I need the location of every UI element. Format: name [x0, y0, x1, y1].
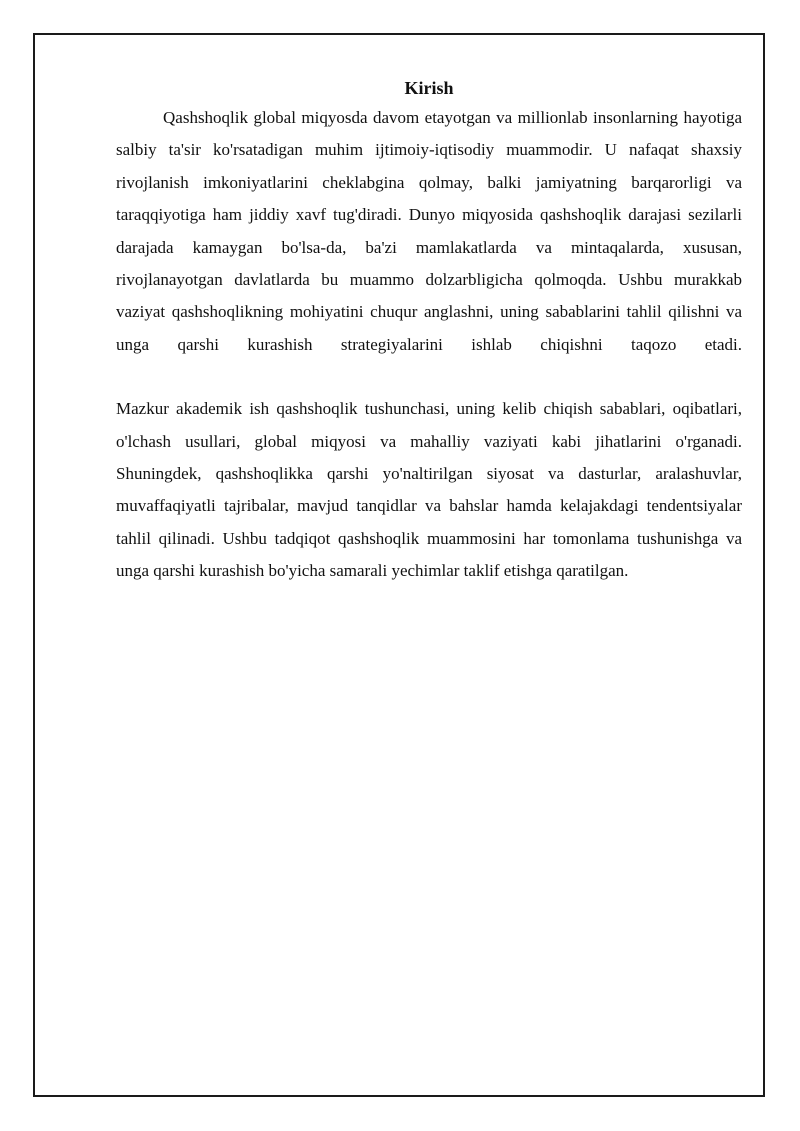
- document-body: [116, 74, 742, 588]
- document-title: Kirish: [404, 78, 454, 98]
- paragraph-scope: Mazkur akademik ish qashshoqlik tushunchasi, uning kelib chiqish sabablari, oqibatlari, o'lchash usullari, global miqyosi va mahalliy vaziyati kabi jihatlarini o'rganadi. Shuningdek, qashshoqlikka qarshi yo'naltirilgan siyosat va dasturlar, aralashuvlar, muvaffaqiyatli tajribalar, mavjud tanqidlar va bahslar hamda kelajakdagi tendentsiyalar tahlil qilinadi. Ushbu tadqiqot qashshoqlik muammosini har tomonlama tushunishga va unga qarshi kurashish bo'yicha samarali yechimlar taklif etishga qaratilgan.: [116, 399, 742, 581]
- paragraph-intro: Qashshoqlik global miqyosda davom etayotgan va millionlab insonlarning hayotiga salbiy ta'sir ko'rsatadigan muhim ijtimoiy-iqtisodiy muammodir. U nafaqat shaxsiy rivojlanish imkoniyatlarini cheklabgina qolmay, balki jamiyatning barqarorligi va taraqqiyotiga ham jiddiy xavf tug'diradi. Dunyo miqyosida qashshoqlik darajasi sezilarli darajada kamaygan bo'lsa-da, ba'zi mamlakatlarda va mintaqalarda, xususan, rivojlanayotgan davlatlarda bu muammo dolzarbligicha qolmoqda. Ushbu murakkab vaziyat qashshoqlikning mohiyatini chuqur anglashni, uning sabablarini tahlil qilishni va unga qarshi kurashish strategiyalarini ishlab chiqishni taqozo etadi.: [116, 108, 742, 354]
